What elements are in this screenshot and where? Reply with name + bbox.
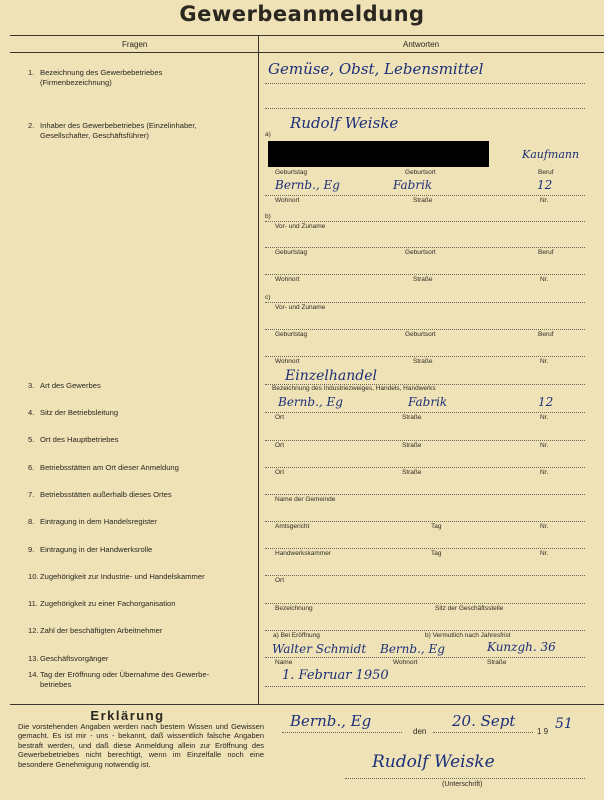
- form-title: Gewerbeanmeldung: [179, 2, 425, 26]
- question-9: 9. Eintragung in der Handwerksrolle: [28, 545, 153, 554]
- redaction-bar: [268, 141, 489, 167]
- question-12: 12.Zahl der beschäftigten Arbeitnehmer: [28, 626, 163, 635]
- label-strasse: Straße: [402, 414, 422, 421]
- answer-vorgaenger-strasse: Kunzgh. 36: [487, 640, 556, 654]
- answer-strasse: Fabrik: [393, 178, 433, 192]
- dotted-line: [265, 467, 585, 468]
- question-1: 1. Bezeichnung des Gewerbebetriebes (Firmenbezeichnung): [28, 68, 163, 87]
- question-4: 4. Sitz der Betriebsleitung: [28, 408, 119, 417]
- question-8: 8. Eintragung in dem Handelsregister: [28, 517, 157, 526]
- dotted-line: [265, 83, 585, 84]
- sub-a-label: a): [265, 131, 271, 138]
- label-vermutlich: b) Vermutlich nach Jahresfrist: [425, 632, 511, 639]
- label-ort: Ort: [275, 577, 285, 584]
- header-questions: Fragen: [122, 40, 148, 49]
- label-strasse: Straße: [413, 197, 433, 204]
- label-strasse: Straße: [487, 659, 507, 666]
- question-14: 14.Tag der Eröffnung oder Übernahme des Gewerbe- betriebes: [28, 670, 210, 689]
- label-nr: Nr.: [540, 442, 549, 449]
- label-beruf: Beruf: [538, 169, 554, 176]
- label-tag: Tag: [431, 550, 442, 557]
- answer-wohnort: Bernb., Eg: [275, 178, 340, 192]
- label-vorname: Vor- und Zuname: [275, 304, 326, 311]
- header-top-rule: [10, 35, 604, 36]
- label-vorname: Vor- und Zuname: [275, 223, 326, 230]
- label-tag: Tag: [431, 523, 442, 530]
- dotted-line: [265, 630, 585, 631]
- answer-inhaber: Rudolf Weiske: [290, 114, 399, 132]
- label-gemeinde: Name der Gemeinde: [275, 496, 336, 503]
- dotted-line: [265, 521, 585, 522]
- answer-nr: 12: [537, 178, 553, 192]
- label-handwerkskammer: Handwerkskammer: [275, 550, 331, 557]
- signature: Rudolf Weiske: [372, 752, 495, 772]
- dotted-line: [265, 657, 585, 658]
- dotted-line: [265, 247, 585, 248]
- dotted-line: [265, 686, 585, 687]
- label-wohnort: Wohnort: [275, 276, 300, 283]
- label-nr: Nr.: [540, 358, 549, 365]
- answer-year-suffix: 51: [555, 716, 573, 732]
- answer-ort-datum: Bernb., Eg: [290, 712, 372, 730]
- label-geburtsort: Geburtsort: [405, 331, 436, 338]
- answer-sitz-ort: Bernb., Eg: [278, 395, 343, 409]
- sub-b-label: b): [265, 213, 271, 220]
- dotted-line: [265, 603, 585, 604]
- question-11: 11. Zugehörigkeit zu einer Fachorganisation: [28, 599, 176, 608]
- column-divider: [258, 35, 259, 705]
- answer-firma: Gemüse, Obst, Lebensmittel: [268, 60, 484, 78]
- question-6: 6. Betriebsstätten am Ort dieser Anmeldung: [28, 463, 179, 472]
- header-bottom-rule: [10, 52, 604, 53]
- label-strasse: Straße: [413, 276, 433, 283]
- dotted-line: [265, 412, 585, 413]
- label-nr: Nr.: [540, 550, 549, 557]
- label-wohnort: Wohnort: [275, 197, 300, 204]
- question-10: 10.Zugehörigkeit zur Industrie- und Handelskammer: [28, 572, 205, 581]
- dotted-line: [265, 575, 585, 576]
- answer-vorgaenger-name: Walter Schmidt: [272, 642, 367, 656]
- label-ort: Ort: [275, 414, 285, 421]
- label-strasse: Straße: [402, 442, 422, 449]
- answer-eroeffnung: 1. Februar 1950: [282, 668, 389, 683]
- label-nr: Nr.: [540, 276, 549, 283]
- question-3: 3. Art des Gewerbes: [28, 381, 101, 390]
- dotted-line: [265, 356, 585, 357]
- label-nr: Nr.: [540, 469, 549, 476]
- label-geburtstag: Geburtstag: [275, 169, 308, 176]
- label-ort: Ort: [275, 469, 285, 476]
- answer-art: Einzelhandel: [285, 368, 377, 384]
- dotted-line: [265, 494, 585, 495]
- dotted-line: [265, 548, 585, 549]
- label-name: Name: [275, 659, 293, 666]
- dotted-line: [265, 195, 585, 196]
- dotted-line: [265, 221, 585, 222]
- label-nr: Nr.: [540, 197, 549, 204]
- question-5: 5. Ort des Hauptbetriebes: [28, 435, 119, 444]
- label-geburtsort: Geburtsort: [405, 169, 436, 176]
- label-sitz-geschaeftsstelle: Sitz der Geschäftsstelle: [435, 605, 504, 612]
- label-year-prefix: 1 9: [537, 727, 549, 736]
- answer-beruf: Kaufmann: [522, 148, 580, 161]
- label-nr: Nr.: [540, 414, 549, 421]
- label-ort: Ort: [275, 442, 285, 449]
- label-strasse: Straße: [402, 469, 422, 476]
- dotted-line: [433, 732, 533, 733]
- dotted-line: [265, 302, 585, 303]
- label-wohnort: Wohnort: [393, 659, 418, 666]
- label-beruf: Beruf: [538, 331, 554, 338]
- dotted-line: [282, 732, 402, 733]
- label-geburtstag: Geburtstag: [275, 331, 308, 338]
- label-amtsgericht: Amtsgericht: [275, 523, 310, 530]
- header-answers: Antworten: [403, 40, 440, 49]
- question-7: 7. Betriebsstätten außerhalb dieses Ortes: [28, 490, 172, 499]
- label-strasse: Straße: [413, 358, 433, 365]
- label-beruf: Beruf: [538, 249, 554, 256]
- label-unterschrift: (Unterschrift): [442, 781, 483, 788]
- dotted-line: [265, 440, 585, 441]
- label-bezeichnung: Bezeichnung: [275, 605, 313, 612]
- answer-datum: 20. Sept: [452, 712, 516, 730]
- answer-vorgaenger-wohnort: Bernb., Eg: [380, 642, 445, 656]
- declaration-title: Erklärung: [90, 708, 165, 723]
- label-wohnort: Wohnort: [275, 358, 300, 365]
- label-geburtsort: Geburtsort: [405, 249, 436, 256]
- table-bottom-rule: [10, 704, 604, 705]
- dotted-line: [345, 778, 585, 779]
- sub-c-label: c): [265, 294, 271, 301]
- answer-sitz-strasse: Fabrik: [408, 395, 448, 409]
- question-2: 2. Inhaber des Gewerbebetriebes (Einzelinhaber, Gesellschafter, Geschäftsführer): [28, 121, 197, 140]
- label-industriezweig: Bezeichnung des Industriezweiges, Handels, Handwerks: [272, 385, 436, 392]
- dotted-line: [265, 274, 585, 275]
- answer-sitz-nr: 12: [538, 395, 554, 409]
- question-13: 13.Geschäftsvorgänger: [28, 654, 109, 663]
- declaration-text: Die vorstehenden Angaben werden nach bestem Wissen und Gewissen gemacht. Es ist mir - uns - bekannt, daß wissentlich falsche Angaben bestraft werden, und daß diese Anmeldung allein zur Eröffnung des Gewerbebetriebes nicht berechtigt, wenn im Einzelfalle noch eine besondere Genehmigung notwendig ist.: [18, 722, 264, 769]
- label-bei-eroeffnung: a) Bei Eröffnung: [273, 632, 320, 639]
- label-den: den: [413, 727, 427, 736]
- dotted-line: [265, 108, 585, 109]
- dotted-line: [265, 329, 585, 330]
- label-geburtstag: Geburtstag: [275, 249, 308, 256]
- label-nr: Nr.: [540, 523, 549, 530]
